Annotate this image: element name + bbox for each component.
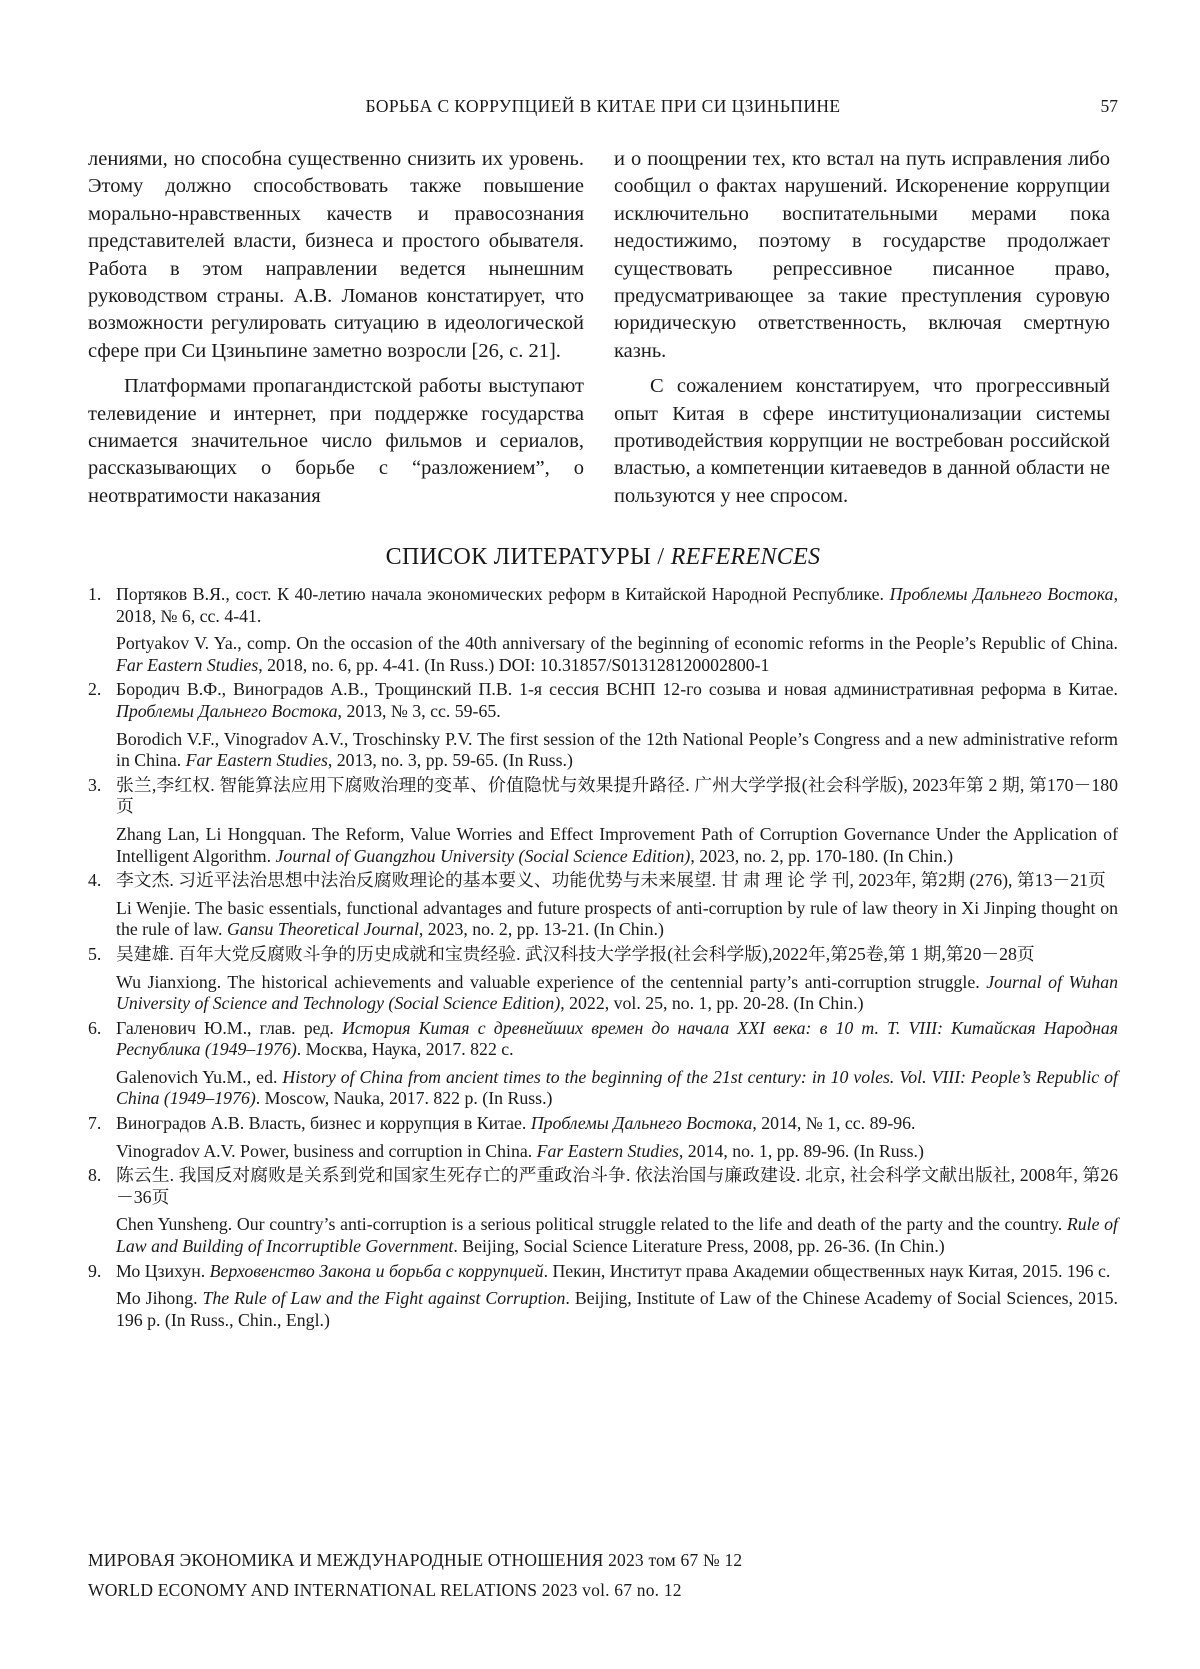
reference-original-part: , 2013, № 3, сс. 59-65. xyxy=(337,700,501,721)
reference-number: 1. xyxy=(88,584,102,604)
reference-original-part: Бородич В.Ф., Виноградов А.В., Трощинский П.В. 1-я сессия ВСНП 12-го созыва и новая административная реформа в Китае. xyxy=(116,679,1118,700)
reference-translation xyxy=(116,1214,1118,1257)
reference-translation xyxy=(116,824,1118,867)
reference-original xyxy=(116,1018,1118,1061)
reference-original-part: , 2014, № 1, сс. 89-96. xyxy=(752,1113,916,1134)
reference-original xyxy=(116,1261,1118,1283)
reference-translation-part: Journal of Wuhan University of Science and Technology (Social Science Edition) xyxy=(116,971,1118,1014)
reference-translation-part: Wu Jianxiong. The historical achievements and valuable experience of the centennial party’s anti-corruption struggle. xyxy=(116,971,987,992)
reference-number: 8. xyxy=(88,1165,102,1186)
reference-translation xyxy=(116,633,1118,676)
reference-number: 6. xyxy=(88,1017,102,1038)
reference-item xyxy=(88,1165,1118,1257)
reference-original xyxy=(116,870,1118,892)
journal-footer xyxy=(88,1545,988,1605)
reference-original xyxy=(116,679,1118,722)
reference-original-part: Галенович Ю.М., глав. ред. xyxy=(116,1017,342,1038)
reference-original-part: Виноградов А.В. Власть, бизнес и коррупция в Китае. xyxy=(116,1113,531,1134)
reference-original-part: 吴建雄. 百年大党反腐败斗争的历史成就和宝贵经验. 武汉科技大学学报(社会科学版),2022年,第25卷,第 1 期,第20－28页 xyxy=(116,943,1035,964)
reference-original-part: 李文杰. 习近平法治思想中法治反腐败理论的基本要义、功能优势与未来展望. 甘 肃 理 论 学 刊, 2023年, 第2期 (276), 第13－21页 xyxy=(116,870,1106,891)
reference-original-part: 陈云生. 我国反对腐败是关系到党和国家生死存亡的严重政治斗争. 依法治国与廉政建设. 北京, 社会科学文献出版社, 2008年, 第26－36页 xyxy=(116,1165,1118,1207)
reference-item xyxy=(88,584,1118,676)
reference-translation-part: , 2023, no. 2, pp. 170-180. (In Chin.) xyxy=(690,845,954,866)
reference-translation-part: , 2023, no. 2, pp. 13-21. (In Chin.) xyxy=(418,919,664,940)
reference-original xyxy=(116,1113,1118,1135)
reference-translation-part: Gansu Theoretical Journal xyxy=(226,919,419,940)
reference-translation-part: Journal of Guangzhou University (Social Science Edition) xyxy=(275,845,691,866)
reference-translation xyxy=(116,898,1118,941)
reference-number: 2. xyxy=(88,679,102,700)
paragraph: и о поощрении тех, кто встал на путь исправления либо сообщил о фактах нарушений. Искоренение коррупции исключительно воспитательными мерами пока недостижимо, поэтому в государстве продолжает существовать репрессивное писанное право, предусматривающее за такие преступления суровую юридическую ответственность, включая смертную казнь. xyxy=(614,148,1110,362)
footer-line-en: WORLD ECONOMY AND INTERNATIONAL RELATIONS 2023 vol. 67 no. 12 xyxy=(88,1580,682,1600)
reference-translation-part: , 2018, no. 6, pp. 4-41. (In Russ.) DOI: 10.31857/S013128120002800-1 xyxy=(258,654,770,675)
reference-number: 4. xyxy=(88,870,102,891)
reference-translation-part: History of China from ancient times to the beginning of the 21st century: in 10 voles. Vol. VIII: People’s Republic of China (1949–1976) xyxy=(116,1066,1118,1109)
reference-item xyxy=(88,944,1118,1015)
reference-original-part: . Пекин, Институт права Академии общественных наук Китая, 2015. 196 с. xyxy=(543,1260,1111,1281)
reference-translation-part: Far Eastern Studies xyxy=(185,750,328,771)
reference-number: 3. xyxy=(88,774,102,795)
reference-translation-part: Far Eastern Studies xyxy=(116,654,259,675)
reference-original xyxy=(116,1165,1118,1208)
reference-original-part: Мо Цзихун. xyxy=(116,1260,210,1281)
reference-translation-part: . Moscow, Nauka, 2017. 822 p. (In Russ.) xyxy=(255,1088,553,1109)
reference-translation-part: Zhang Lan, Li Hongquan. The Reform, Value Worries and Effect Improvement Path of Corruption Governance Under the Application of Intelligent Algorithm. xyxy=(116,823,1118,866)
reference-translation xyxy=(116,972,1118,1015)
running-title: БОРЬБА С КОРРУПЦИЕЙ В КИТАЕ ПРИ СИ ЦЗИНЬПИНЕ xyxy=(365,96,841,116)
reference-translation-part: Mo Jihong. xyxy=(116,1288,203,1309)
reference-translation-part: Borodich V.F., Vinogradov A.V., Troschinsky P.V. The first session of the 12th National People’s Congress and a new administrative reform in China. xyxy=(116,728,1118,771)
reference-translation-part: Far Eastern Studies xyxy=(536,1140,679,1161)
reference-number: 7. xyxy=(88,1113,102,1134)
references-list xyxy=(88,584,1118,1334)
reference-original-part: Проблемы Дальнего Востока xyxy=(889,584,1114,604)
reference-original-part: Верховенство Закона и борьба с коррупцией xyxy=(209,1260,544,1281)
left-column xyxy=(88,146,584,510)
reference-original-part: . Москва, Наука, 2017. 822 с. xyxy=(296,1039,514,1060)
reference-translation-part: Li Wenjie. The basic essentials, functional advantages and future prospects of anti-corruption by rule of law theory in Xi Jinping thought on the rule of law. xyxy=(116,897,1118,940)
reference-original-part: 张兰,李红权. 智能算法应用下腐败治理的变革、价值隐忧与效果提升路径. 广州大学学报(社会科学版), 2023年第 2 期, 第170－180页 xyxy=(116,774,1118,817)
paragraph: С сожалением констатируем, что прогрессивный опыт Китая в сфере институционализации системы противодействия коррупции не востребован российской властью, а компетенции китаеведов в данной области не пользуются у нее спросом. xyxy=(614,375,1110,507)
reference-translation-part: Vinogradov A.V. Power, business and corruption in China. xyxy=(116,1140,537,1161)
paragraph: Платформами пропагандистской работы выступают телевидение и интернет, при поддержке государства снимается значительное число фильмов и сериалов, рассказывающих о борьбе с “разложением”, о неотвратимости наказания xyxy=(88,375,584,507)
reference-translation-part: The Rule of Law and the Fight against Corruption xyxy=(202,1288,566,1309)
reference-translation-part: . Beijing, Institute of Law of the Chinese Academy of Social Sciences, 2015. 196 p. (In Russ., Chin., Engl.) xyxy=(116,1288,1118,1330)
reference-item xyxy=(88,870,1118,941)
reference-original-part: , 2018, № 6, сс. 4-41. xyxy=(116,584,1119,626)
reference-translation-part: , 2022, vol. 25, no. 1, pp. 20-28. (In Chin.) xyxy=(560,993,864,1014)
reference-item xyxy=(88,679,1118,771)
reference-translation-part: Chen Yunsheng. Our country’s anti-corruption is a serious political struggle related to the life and death of the party and the country. xyxy=(116,1214,1067,1235)
reference-original-part: История Китая с древнейших времен до начала XXI века: в 10 т. Т. VIII: Китайская Народная Республика (1949–1976) xyxy=(116,1017,1119,1060)
reference-original-part: Портяков В.Я., сост. К 40-летию начала экономических реформ в Китайской Народной Республике. xyxy=(116,584,890,604)
reference-original-part: Проблемы Дальнего Востока xyxy=(530,1113,753,1134)
running-head xyxy=(88,96,1118,120)
reference-translation xyxy=(116,1288,1118,1331)
paragraph: лениями, но способна существенно снизить их уровень. Этому должно способствовать также повышение морально-нравственных качеств и правосознания представителей власти, бизнеса и простого обывателя. Работа в этом направлении ведется нынешним руководством страны. А.В. Ломанов констатирует, что возможности регулировать ситуацию в идеологической сфере при Си Цзиньпине заметно возросли [26, с. 21]. xyxy=(88,148,584,362)
reference-translation-part: , 2013, no. 3, pp. 59-65. (In Russ.) xyxy=(327,750,573,771)
reference-number: 9. xyxy=(88,1260,102,1281)
reference-item xyxy=(88,1261,1118,1332)
references-heading-en: REFERENCES xyxy=(670,544,821,570)
reference-original xyxy=(116,944,1118,966)
reference-translation-part: . Beijing, Social Science Literature Press, 2008, pp. 26-36. (In Chin.) xyxy=(453,1236,945,1257)
reference-translation-part: , 2014, no. 1, pp. 89-96. (In Russ.) xyxy=(678,1140,924,1161)
reference-item xyxy=(88,1113,1118,1162)
references-heading xyxy=(88,544,1118,571)
reference-translation-part: Portyakov V. Ya., comp. On the occasion of the 40th anniversary of the beginning of economic reforms in the People’s Republic of China. xyxy=(116,633,1118,654)
page-number: 57 xyxy=(1100,96,1118,116)
reference-original xyxy=(116,584,1118,627)
reference-translation-part: Rule of Law and Building of Incorruptible Government xyxy=(116,1214,1118,1257)
reference-number: 5. xyxy=(88,943,102,964)
reference-item xyxy=(88,775,1118,867)
references-heading-ru: СПИСОК ЛИТЕРАТУРЫ / xyxy=(385,544,671,570)
reference-translation xyxy=(116,1067,1118,1110)
reference-item xyxy=(88,1018,1118,1110)
reference-translation xyxy=(116,729,1118,772)
reference-original xyxy=(116,775,1118,818)
footer-line-ru: МИРОВАЯ ЭКОНОМИКА И МЕЖДУНАРОДНЫЕ ОТНОШЕНИЯ 2023 том 67 № 12 xyxy=(88,1550,743,1570)
reference-translation xyxy=(116,1141,1118,1163)
right-column xyxy=(614,146,1110,510)
body-columns xyxy=(88,146,1118,526)
reference-translation-part: Galenovich Yu.M., ed. xyxy=(116,1066,283,1087)
reference-original-part: Проблемы Дальнего Востока xyxy=(116,700,338,721)
